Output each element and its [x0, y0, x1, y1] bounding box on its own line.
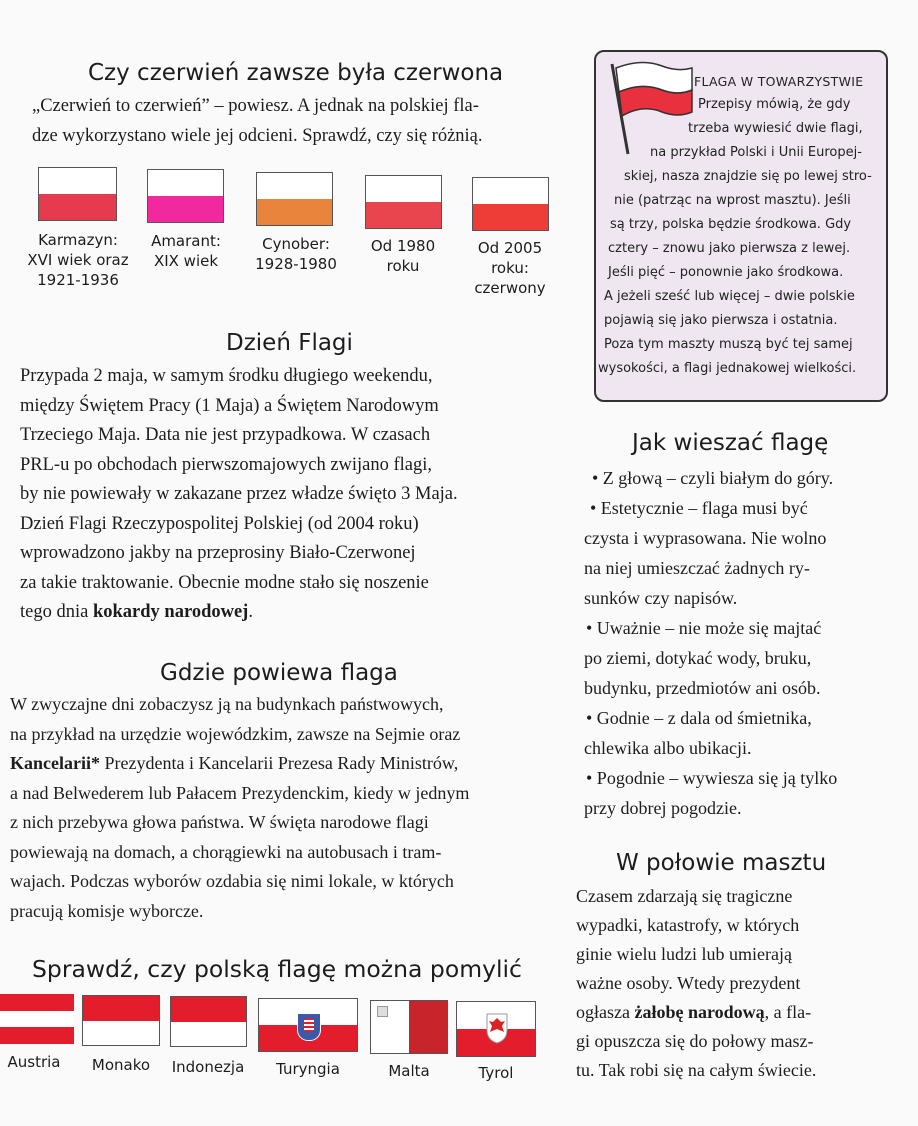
text-line: ogłasza żałobę narodową, a fla-: [576, 1002, 812, 1022]
text-line: z nich przebywa głowa państwa. W święta narodowe flagi: [10, 812, 429, 832]
box-line: cztery – znowu jako pierwsza z lewej.: [608, 241, 851, 256]
list-item: • Z głową – czyli białym do góry.: [592, 468, 834, 488]
flag-label-malta: Malta: [388, 1062, 430, 1080]
flag-austria: [0, 994, 74, 1044]
section-title-flag-day: Dzień Flagi: [226, 330, 353, 356]
text-line: na przykład na urzędzie wojewódzkim, zawsze na Sejmie oraz: [10, 723, 461, 744]
text-line: wajach. Podczas wyborów ozdabia się nimi lokale, w których: [10, 871, 454, 891]
flag-thuringia: [258, 998, 358, 1052]
text-line: budynku, przedmiotów ani osób.: [584, 678, 821, 698]
text-line: chlewika albo ubikacji.: [584, 738, 752, 758]
bold-term: Kancelarii*: [10, 753, 100, 773]
list-item: • Uważnie – nie może się majtać: [586, 618, 822, 638]
text-line: a nad Belwederem lub Pałacem Prezydenckim, kiedy w jednym: [10, 782, 470, 803]
flag-day-text: [20, 362, 458, 628]
text-line: na niej umieszczać żadnych ry-: [584, 558, 810, 578]
section-title-confuse: Sprawdź, czy polską flagę można pomylić: [32, 955, 522, 983]
box-line: Poza tym maszty muszą być tej samej: [604, 337, 853, 352]
box-line: Jeśli pięć – ponownie jako środkowa.: [608, 265, 844, 280]
flag-label-indonesia: Indonezja: [171, 1058, 245, 1076]
flag-swatch-karmazyn: [38, 167, 117, 221]
text-line: Kancelarii* Prezydenta i Kancelarii Prezesa Rady Ministrów,: [10, 753, 459, 773]
box-line: wysokości, a flagi jednakowej wielkości.: [598, 361, 857, 376]
bold-term: żałobę narodową: [634, 1002, 765, 1022]
bold-term: kokardy narodowej: [92, 602, 249, 622]
coat-of-arms-icon: [297, 1013, 321, 1041]
text-line: Czasem zdarzają się tragiczne: [576, 886, 793, 906]
flag-swatch-cynober: [256, 172, 333, 226]
text-line: „Czerwień to czerwień” – powiesz. A jednak na polskiej fla-: [32, 96, 479, 116]
box-line: są trzy, polska będzie środkowa. Gdy: [610, 217, 852, 232]
text-line: wprowadzono jakby na przeprosiny Biało-Czerwonej: [20, 543, 416, 563]
text-line: W zwyczajne dni zobaczysz ją na budynkach państwowych,: [10, 694, 444, 714]
list-item: • Estetycznie – flaga musi być: [590, 498, 808, 518]
eagle-crest-icon: [485, 1012, 509, 1044]
flag-malta: [370, 1000, 448, 1054]
text-line: czysta i wyprasowana. Nie wolno: [584, 528, 827, 548]
flag-swatch-2005: [472, 177, 549, 231]
flag-label-thuringia: Turyngia: [276, 1060, 340, 1078]
text-line: gi opuszcza się do połowy masz-: [576, 1031, 814, 1051]
section-title-where-flies: Gdzie powiewa flaga: [160, 660, 398, 686]
text-line: tego dnia kokardy narodowej.: [20, 602, 253, 622]
text-line: ginie wielu ludzi lub umierają: [576, 944, 792, 964]
text-line: Trzeciego Maja. Data nie jest przypadkowa. W czasach: [20, 425, 431, 445]
flag-label-austria: Austria: [7, 1053, 61, 1071]
how-to-hang-list: [584, 463, 837, 823]
george-cross-icon: [377, 1006, 388, 1017]
swatch-label-cynober: Cynober: 1928-1980: [255, 235, 337, 273]
flag-monaco: [82, 995, 160, 1046]
red-shades-intro: [32, 92, 483, 151]
flag-label-monaco: Monako: [91, 1056, 151, 1074]
section-title-how-to-hang: Jak wieszać flagę: [632, 430, 829, 456]
where-flies-text: [10, 690, 469, 926]
info-box-title: FLAGA W TOWARZYSTWIE: [694, 74, 864, 89]
text-line: by nie powiewały w zakazane przez władze święto 3 Maja.: [20, 484, 458, 504]
text-line: sunków czy napisów.: [584, 588, 738, 608]
text-line: ważne osoby. Wtedy prezydent: [576, 973, 801, 993]
text-line: wypadki, katastrofy, w których: [576, 915, 800, 935]
text-line: PRL-u po obchodach pierwszomajowych zwijano flagi,: [20, 454, 433, 475]
list-item: • Godnie – z dala od śmietnika,: [586, 708, 812, 728]
text-line: dze wykorzystano wiele jej odcieni. Sprawdź, czy się różnią.: [32, 125, 483, 146]
text-line: Przypada 2 maja, w samym środku długiego weekendu,: [20, 366, 433, 386]
text-line: Dzień Flagi Rzeczypospolitej Polskiej (od 2004 roku): [20, 513, 419, 534]
box-line: Przepisy mówią, że gdy: [698, 97, 851, 112]
section-title-red-shades: Czy czerwień zawsze była czerwona: [88, 60, 504, 86]
text-line: powiewają na domach, a chorągiewki na autobusach i tram-: [10, 841, 442, 862]
flag-label-tyrol: Tyrol: [478, 1064, 514, 1082]
box-line: trzeba wywiesić dwie flagi,: [688, 121, 863, 136]
list-item: • Pogodnie – wywiesza się ją tylko: [586, 768, 838, 788]
text-line: tu. Tak robi się na całym świecie.: [576, 1060, 817, 1080]
half-mast-text: [576, 882, 816, 1085]
box-line: nie (patrząc na wprost masztu). Jeśli: [614, 193, 851, 208]
text-line: przy dobrej pogodzie.: [584, 798, 742, 818]
swatch-label-amarant: Amarant: XIX wiek: [151, 232, 221, 270]
flag-swatch-amarant: [147, 169, 224, 223]
flag-tyrol: [456, 1001, 536, 1057]
text-line: pracują komisje wyborcze.: [10, 900, 204, 921]
section-title-half-mast: W połowie masztu: [616, 850, 827, 876]
box-line: skiej, nasza znajdzie się po lewej stro-: [624, 169, 872, 184]
flag-indonesia: [170, 996, 247, 1047]
swatch-label-1980: Od 1980 roku: [370, 237, 436, 275]
swatch-label-2005: Od 2005 roku: czerwony: [474, 239, 546, 297]
text-line: po ziemi, dotykać wody, bruku,: [584, 648, 812, 668]
swatch-label-karmazyn: Karmazyn: XVI wiek oraz 1921-1936: [27, 231, 129, 289]
box-line: na przykład Polski i Unii Europej-: [650, 145, 862, 160]
flag-swatch-1980: [365, 175, 442, 229]
box-line: A jeżeli sześć lub więcej – dwie polskie: [604, 289, 855, 304]
text-line: między Świętem Pracy (1 Maja) a Świętem Narodowym: [20, 395, 439, 416]
box-line: pojawią się jako pierwsza i ostatnia.: [604, 313, 838, 328]
text-line: za takie traktowanie. Obecnie modne stało się noszenie: [20, 572, 429, 593]
